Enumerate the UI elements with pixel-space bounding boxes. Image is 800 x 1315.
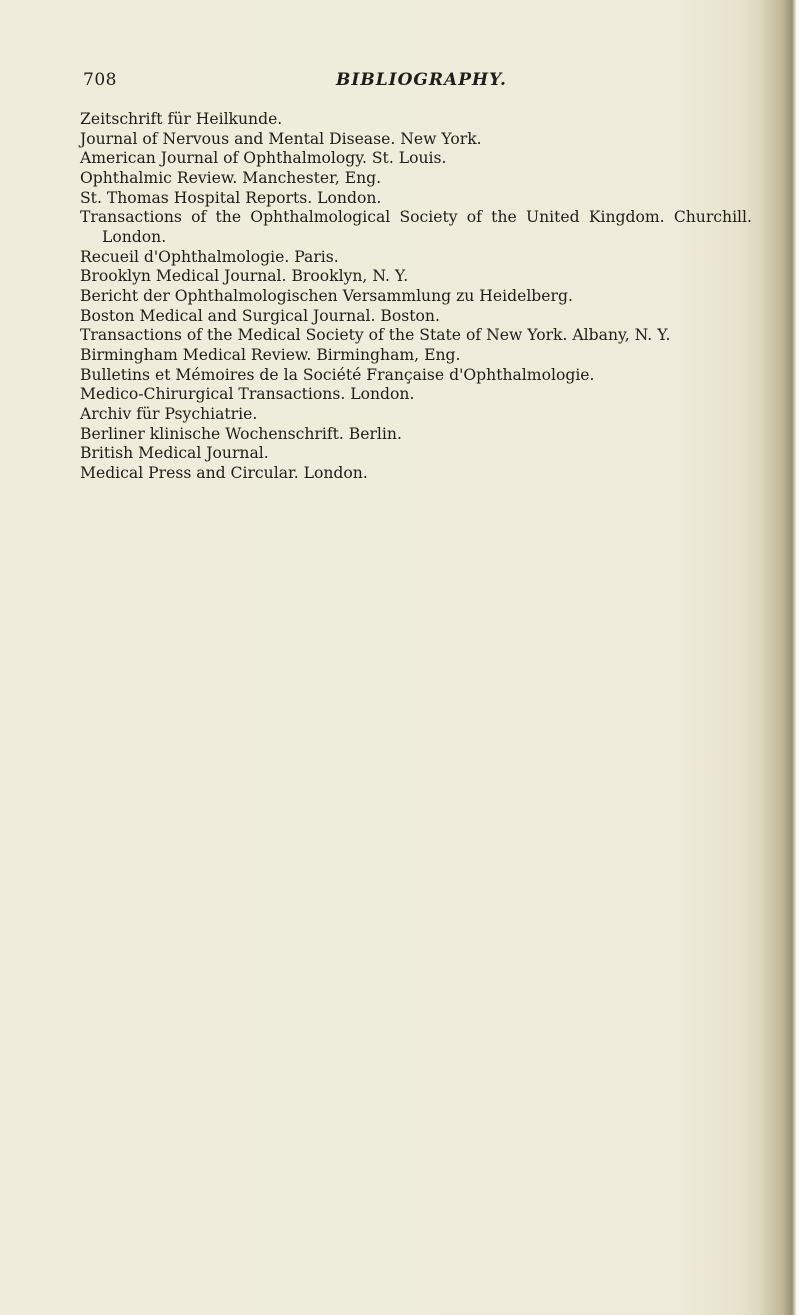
bibliography-entry: St. Thomas Hospital Reports. London. — [80, 188, 382, 207]
bibliography-entry: Berliner klinische Wochenschrift. Berlin. — [80, 424, 402, 443]
bibliography-entry: American Journal of Ophthalmology. St. Louis. — [80, 149, 447, 168]
page-number: 708 — [83, 70, 117, 90]
bibliography-entry: Journal of Nervous and Mental Disease. New York. — [80, 129, 482, 148]
page-header — [80, 70, 740, 100]
page-edge-shadow — [760, 0, 800, 1315]
bibliography-entry: Transactions of the Ophthalmological Society of the United Kingdom. Churchill. London. — [80, 208, 752, 246]
bibliography-entry: Brooklyn Medical Journal. Brooklyn, N. Y. — [80, 267, 409, 286]
bibliography-entry: Boston Medical and Surgical Journal. Boston. — [80, 306, 440, 325]
running-title: BIBLIOGRAPHY. — [336, 70, 507, 90]
bibliography-entry: Transactions of the Medical Society of the State of New York. Albany, N. Y. — [80, 326, 671, 345]
bibliography-entry: Medical Press and Circular. London. — [80, 463, 368, 482]
bibliography-entry: Archiv für Psychiatrie. — [80, 404, 258, 423]
bibliography-entry: Medico-Chirurgical Transactions. London. — [80, 385, 415, 404]
bibliography-entry: Recueil d'Ophthalmologie. Paris. — [80, 247, 339, 266]
bibliography-entry: Bericht der Ophthalmologischen Versammlung zu Heidelberg. — [80, 286, 573, 305]
bibliography-entry: Birmingham Medical Review. Birmingham, Eng. — [80, 345, 461, 364]
bibliography-entry: Zeitschrift für Heilkunde. — [80, 110, 283, 128]
bibliography-entry: British Medical Journal. — [80, 444, 269, 463]
bibliography-entry: Ophthalmic Review. Manchester, Eng. — [80, 168, 382, 187]
bibliography-entry: Bulletins et Mémoires de la Société Française d'Ophthalmologie. — [80, 365, 595, 384]
bibliography-list — [80, 110, 752, 483]
